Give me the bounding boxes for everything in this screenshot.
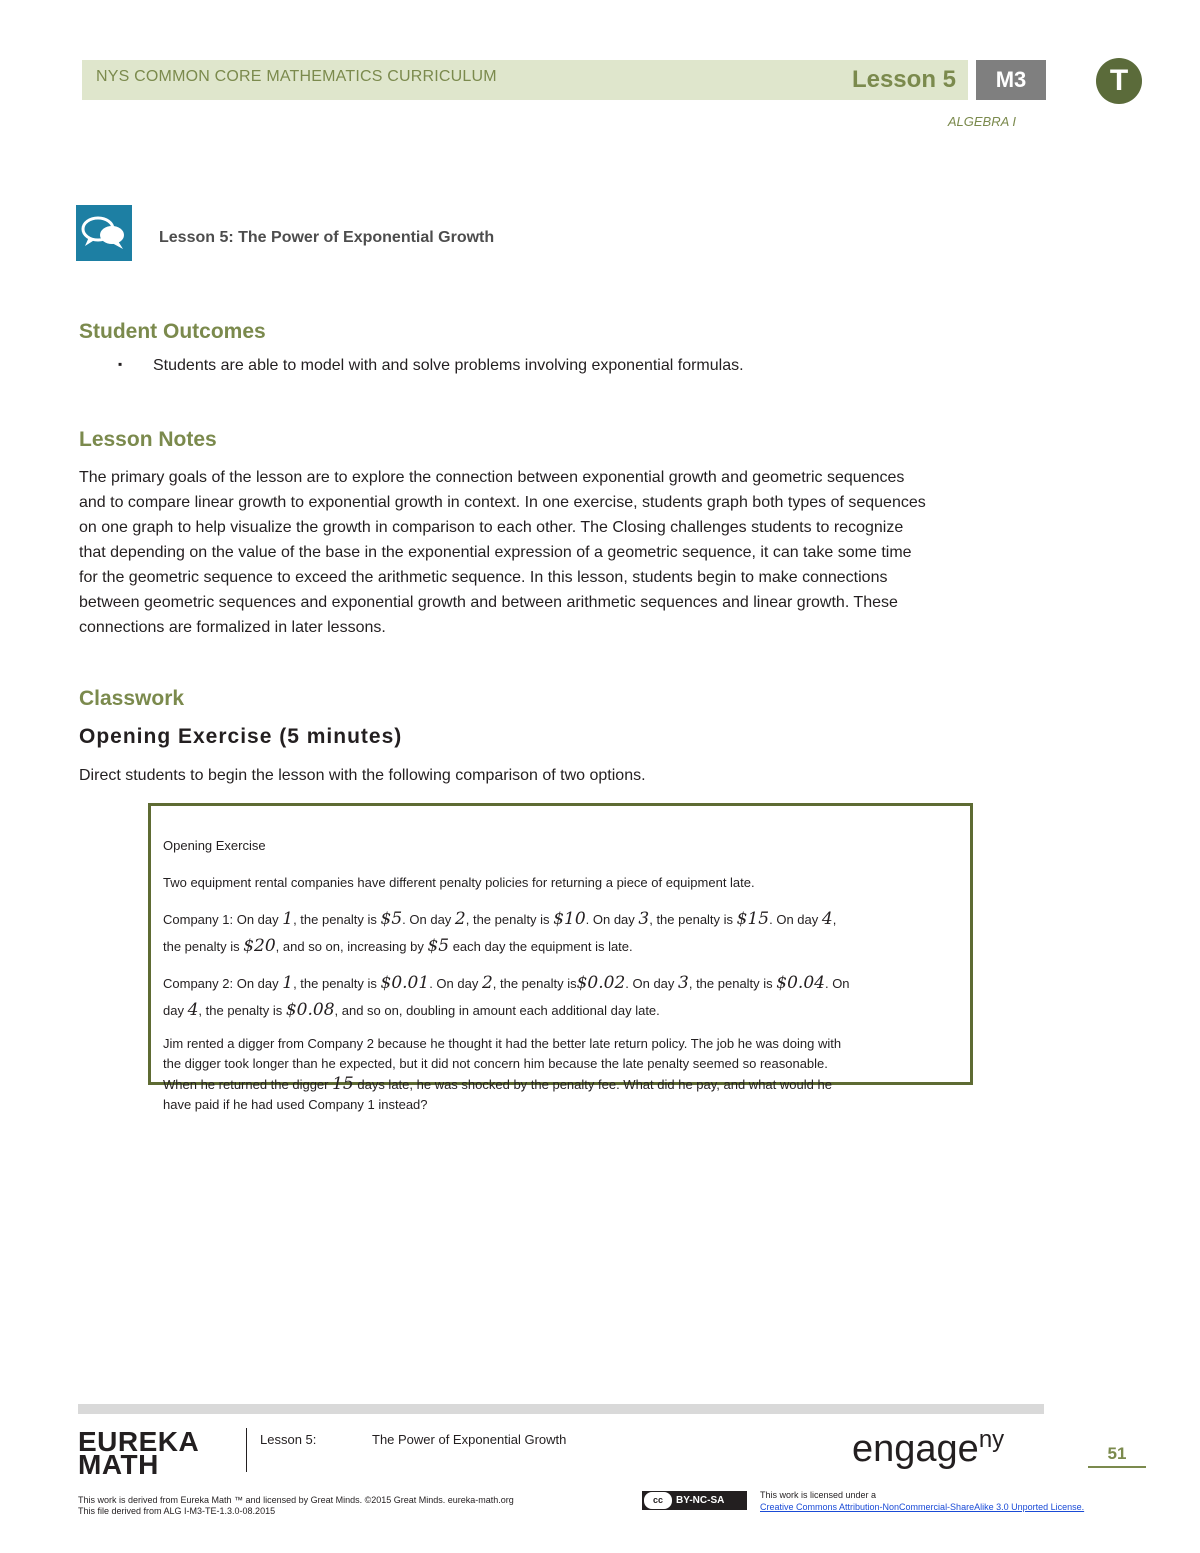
classwork-heading: Classwork	[79, 687, 185, 710]
company-2-text: Company 2: On day 1, the penalty is $0.01. On day 2, the penalty is$0.02. On day 3, the penalty is $0.04. On day 4, the penalty is $0.08, and so on, doubling in amount each additional day late.	[163, 973, 850, 1020]
notes-line: and to compare linear growth to exponential growth in context. In one exercise, students graph both types of sequences	[79, 494, 926, 511]
page-number: 51	[1088, 1444, 1146, 1468]
license-note: This work is licensed under a Creative Commons Attribution-NonCommercial-ShareAlike 3.0 Unported License.	[760, 1490, 1085, 1512]
footer-lesson-label: Lesson 5:	[260, 1432, 317, 1447]
student-outcomes-heading: Student Outcomes	[79, 320, 266, 343]
module-badge: M3	[976, 60, 1046, 100]
opening-exercise-heading: Opening Exercise (5 minutes)	[79, 725, 403, 748]
jim-problem-text: Jim rented a digger from Company 2 because he thought it had the better late return policy. The job he was doing with the digger took longer than he expected, but it did not concern him because the late penalty seemed so reasonable. When he returned the digger 15 days late, he was shocked by the penalty fee. What did he pay, and what would he have paid if he had used Company 1 instead?	[163, 1036, 842, 1112]
header-divider	[968, 60, 976, 100]
engageny-logo: engage$^{ny}$	[852, 1426, 1005, 1470]
lesson-notes-body	[79, 465, 1059, 640]
footer-rule	[78, 1404, 1044, 1414]
notes-line: The primary goals of the lesson are to explore the connection between exponential growth and geometric sequences	[79, 469, 905, 486]
exercise-intro: Two equipment rental companies have different penalty policies for returning a piece of equipment late.	[163, 875, 755, 890]
lesson-notes-heading: Lesson Notes	[79, 428, 217, 451]
cc-license-badge[interactable]: cc BY-NC-SA	[642, 1491, 747, 1510]
notes-line: on one graph to help visualize the growth in comparison to each other. The Closing challenges students to recognize	[79, 519, 904, 536]
classwork-intro: Direct students to begin the lesson with the following comparison of two options.	[79, 767, 646, 784]
notes-line: that depending on the value of the base in the exponential expression of a geometric sequence, it can take some time	[79, 544, 912, 561]
lesson-title: Lesson 5: The Power of Exponential Growth	[159, 229, 495, 246]
outcome-item: Students are able to model with and solve problems involving exponential formulas.	[153, 357, 744, 374]
footer-derived-note: This work is derived from Eureka Math ™ and licensed by Great Minds. ©2015 Great Minds. eureka-math.org This file derived from ALG I-M3-TE-1.3.0-08.2015	[78, 1495, 514, 1516]
curriculum-title: NYS COMMON CORE MATHEMATICS CURRICULUM	[96, 68, 497, 85]
license-link[interactable]: Creative Commons Attribution-NonCommercial-ShareAlike 3.0 Unported License.	[760, 1502, 1085, 1512]
footer-lesson-title: The Power of Exponential Growth	[372, 1432, 567, 1447]
teacher-badge: T	[1096, 58, 1142, 104]
lesson-label: Lesson 5	[851, 66, 956, 93]
notes-line: between geometric sequences and exponential growth and between arithmetic sequences and linear growth. These	[79, 594, 898, 611]
eureka-math-logo: EUREKA MATH	[78, 1426, 200, 1480]
bullet-icon: ▪	[118, 357, 123, 371]
notes-line: for the geometric sequence to exceed the arithmetic sequence. In this lesson, students begin to make connections	[79, 569, 888, 586]
cc-icon: cc	[644, 1492, 672, 1509]
company-1-text: Company 1: On day 1, the penalty is $5. On day 2, the penalty is $10. On day 3, the penalty is $15. On day 4, the penalty is $20, and so on, increasing by $5 each day the equipment is late.	[163, 909, 837, 956]
footer-separator	[246, 1428, 247, 1472]
notes-line: connections are formalized in later lessons.	[79, 619, 386, 636]
exercise-title: Opening Exercise	[163, 838, 266, 853]
speech-bubbles-icon	[76, 205, 132, 261]
course-label: ALGEBRA I	[947, 114, 1016, 129]
exercise-content	[163, 832, 953, 1125]
